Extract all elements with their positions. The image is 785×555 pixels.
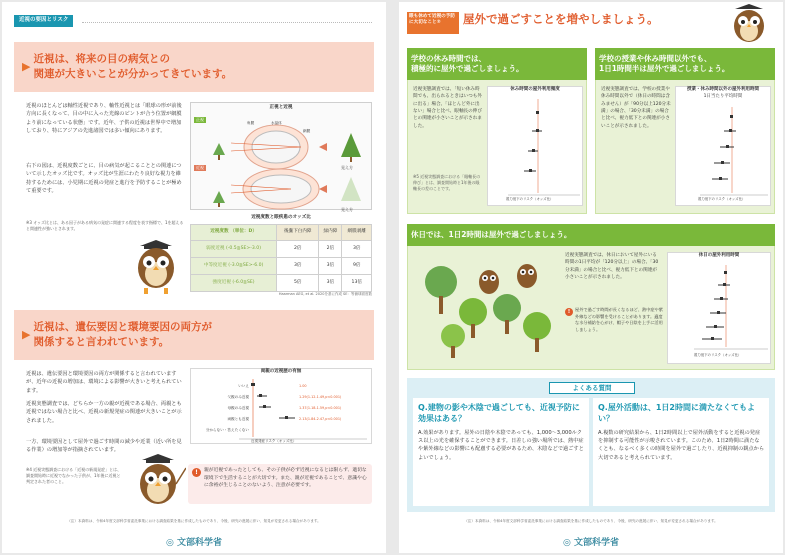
table-cell: 2倍 [319, 241, 342, 258]
paragraph: 近視実態調査では、休日において屋外にいる時間の1日平均が「120分以上」の場合、「30分未満」の場合と比べ、視力低下との関連が小さいことが示されました。 [565, 253, 659, 281]
diagram-title: 正視と近視 [269, 105, 293, 110]
chart-title: 両親の近視歴の有無 [260, 369, 302, 374]
parent-history-chart [190, 368, 372, 444]
chart-values [299, 381, 341, 425]
logo-text: 文部科学省 [573, 537, 619, 548]
title-line: 休日では、1日2時間は屋外で過ごしましょう。 [411, 229, 572, 239]
faq-question: Q.建物の影や木陰で過ごしても、近視予防に効果はある？ [418, 403, 580, 423]
note: ※5 近視実態調査における「眼軸長の伸び」とは、調査開始時と1年後の眼軸長の差のことです。 [413, 174, 481, 191]
right-page [399, 2, 783, 553]
value-label: 1.29(1.12-1.49,p<0.001) [299, 395, 342, 399]
table-cell: 強度近視 (-6.0≧SE) [191, 275, 277, 292]
faq-question: Q.屋外活動は、1日2時間に満たなくてもよい？ [598, 403, 755, 423]
title-line: 学校の休み時間では、 [411, 53, 486, 63]
banner-line: 近視は、遺伝要因と環境要因の両方が [33, 321, 212, 334]
table-cell: 5倍 [277, 275, 319, 292]
faq-answer: A.複数の研究結果から、1日2時間以上で屋外活動をすると近視の発症を抑制する可能性が示唆されています。このため、1日2時間に満たなくとも、なるべく多くの時間を屋外で過ごしたり、近視抑制の観点から大切であると考えられています。 [598, 429, 765, 461]
banner-line: 関係すると言われています。 [33, 336, 170, 348]
owl-note-box [188, 464, 372, 504]
table-cell: 3倍 [277, 258, 319, 275]
footnote: （注）本資料は、令和4年度文部科学省委託事業における調査結果を基に作成したものであり、今後、研究の進展に伴い、知見が変更される場合があります。 [464, 519, 718, 523]
value-label: 1.37(1.18-1.59,p<0.001) [299, 406, 342, 410]
chart-title: 休日の屋外利用時間 [698, 253, 740, 258]
title-line: 学校の授業や休み時間以外でも、 [599, 53, 712, 63]
paragraph: 近視実態調査では、学校の授業や休み時間以外で（休日の時間は含みません）が「90分以上120分未満」の場合、「30分未満」の場合と比べ、視力低下との関連が小さいことが示されました。 [601, 87, 671, 129]
paragraph: 一方、環境要因として屋外で過ごす時間の減少や近業（近い所を見る作業）の増加等が指摘されています。 [26, 439, 182, 454]
owl-pointer-icon [132, 454, 186, 518]
banner-eye-disease [14, 42, 374, 92]
holiday-title [407, 224, 775, 246]
footnote: （注）本資料は、令和4年度文部科学省委託事業における調査結果を基に作成したものであり、今後、研究の進展に伴い、知見が変更される場合があります。 [67, 519, 321, 523]
paragraph: 近視実態調査では、どちらか一方の親が近視である場合、両親とも近視ではない場合と比べ、近視の新規発症の関連が大きいことが示されました。 [26, 401, 182, 424]
alert-icon: ! [192, 468, 201, 477]
table-source: Haarman AEG, et al. 2020を基に作成 SE：等価球面度数 [278, 292, 372, 296]
row-label: 母親のみ近視 [227, 406, 249, 410]
table-cell: 13倍 [342, 275, 372, 292]
table-cell: 中等度近視 (-3.0≧SE>-6.0) [191, 258, 277, 275]
owl-icon [729, 4, 769, 44]
page-title: 屋外で過ごすことを増やしましょう。 [463, 12, 659, 26]
owl-note: 親が近視であったとしても、その子供が必ず近視になるとは限らず、適切な環境下で生活することが大切です。また、親が近視であることで、意識や心に余裕が生じることのないよう、注意が必要です。 [204, 468, 367, 489]
value-label: 1.00 [299, 384, 307, 388]
chart-title: 休み時間の屋外利用頻度 [510, 87, 560, 92]
logo-text: 文部科学省 [176, 537, 222, 548]
banner-line: 関連が大きいことが分かってきています。 [33, 68, 233, 80]
table-cell: 2倍 [277, 241, 319, 258]
footer-logo [2, 537, 386, 550]
table-row [191, 275, 372, 292]
label-view: 見え方 [341, 207, 353, 212]
table-cell: 3倍 [342, 241, 372, 258]
chart-subtitle: 1日当たり平均時間 [703, 93, 743, 99]
chart-row-labels [193, 381, 249, 436]
label-cornea: 角膜 [247, 121, 255, 125]
eye-diagram [190, 102, 372, 210]
faq-item [413, 398, 589, 506]
axis-label: 視力低下のリスク（オッズ比） [694, 353, 742, 357]
alert-text: 屋外で過ごす時間が長くなるほど、熱中症や紫外線などの影響を受けることがあります。適度な水分補給を心がけ、帽子や日陰を上手に活用しましょう。 [575, 307, 663, 333]
label-retina: 網膜 [303, 129, 311, 133]
row-label: 両親とも近視 [227, 417, 249, 421]
section-tag-box: 眼も休めて近視の予防に大切なこと② [407, 12, 459, 34]
row-label: いいえ [238, 384, 249, 388]
paragraph: 右下の図は、近視度数ごとに、目の病気が起こることとの関連について示したオッズ比です。オッズ比が生涯にわたり良好な視力を維持するためには、小児期に近視の発症と進行を予防することが極めて重要です。 [26, 163, 182, 194]
forest-plot [488, 97, 584, 205]
value-label: 2.13(1.84-2.47,p<0.001) [299, 417, 342, 421]
after-school-title [595, 48, 775, 80]
label-lens: 水晶体 [271, 121, 282, 125]
axis-label: 視力低下のリスク（オッズ比） [506, 197, 554, 201]
logo-icon: ◎ [165, 537, 177, 548]
banner-line: 近視は、将来の目の病気との [33, 53, 170, 66]
note: ※4 近視実態調査における「近視の新規発症」とは、調査開始時に近視でなかった子供が、1年後に近視と判定された者のこと。 [26, 467, 122, 484]
table-cell: 9倍 [342, 258, 372, 275]
owl-teacher-icon [130, 240, 182, 296]
label-view: 見え方 [341, 165, 353, 170]
row-label: 分からない・答えたくない [205, 428, 249, 432]
eye-illustration [191, 103, 373, 211]
table-cell: 3倍 [319, 258, 342, 275]
paragraph: 近視実態調査では、「短い休み時間でも、出られるときはいつも外に出る」場合、「ほとんど外に出ない」場合と比べ、眼軸長の伸びとの関連が小さいことが示されました。 [413, 87, 482, 129]
row-label: 父親のみ近視 [227, 395, 249, 399]
banner-genetic-environment [14, 310, 374, 360]
odds-table [190, 224, 372, 292]
note: ※3 オッズ比とは、ある因子がある病気の発症に関連する程度を表す指標で、1を超えると関連性が強いとされます。 [26, 220, 184, 231]
table-title: 近視度数と眼疾患のオッズ比 [251, 215, 311, 220]
table-cell: 弱度近視 (-0.5≧SE>-3.0) [191, 241, 277, 258]
table-row [191, 241, 372, 258]
section-tag: 近視の要因とリスク [14, 15, 73, 27]
forest-plot [676, 105, 772, 205]
faq-heading: よくある質問 [549, 382, 635, 394]
title-line: 1日1時間半は屋外で過ごしましょう。 [599, 64, 730, 73]
alert-icon: ! [565, 308, 573, 316]
label-myopia: 近視 [196, 165, 204, 170]
triangle-icon: ▶ [22, 60, 31, 74]
title-line: 積極的に屋外で過ごしましょう。 [411, 64, 524, 73]
footer-logo [399, 537, 783, 550]
after-school-chart [675, 86, 771, 206]
table-header: 緑内障 [319, 225, 342, 241]
table-header: 後嚢下白内障 [277, 225, 319, 241]
faq-item [593, 398, 769, 506]
table-header: 近視度数 （単位：D） [191, 225, 277, 241]
logo-icon: ◎ [562, 537, 574, 548]
axis-label: 近視発症リスク（オッズ比） [251, 439, 297, 443]
forest-plot [668, 263, 772, 359]
table-cell: 3倍 [319, 275, 342, 292]
recess-chart [487, 86, 583, 206]
axis-label: 視力低下のリスク（オッズ比） [698, 197, 746, 201]
left-page [2, 2, 386, 553]
label-normal: 正視 [196, 117, 204, 122]
chart-title: 授業・休み時間以外の屋外利用時間 [687, 87, 759, 92]
divider [82, 22, 372, 23]
paragraph: 近視は、遺伝要因と環境要因の両方が関係すると言われていますが、近年の近視の増加は、環境による影響が大きいと考えられています。 [26, 371, 182, 394]
holiday-chart [667, 252, 771, 364]
paragraph: 近視のほとんどは軸性近視であり、軸性近視とは「眼球の形が前後方向に長くなって、目の中に入った光線のピントが合う位置が網膜より前になっている状態」です。近年、子供の近視は世界中で増加しており、特にアジアの先進諸国では多い傾向にあります。 [26, 103, 182, 134]
faq-answer: A.効果があります。屋外の日陰や木陰であっても、1,000〜3,000ルクス以上の光を確保することができます。日差しの強い場所では、熱中症や紫外線などの影響にも配慮する必要があるため、木陰などで過ごすとよいでしょう。 [418, 429, 584, 461]
triangle-icon: ▶ [22, 328, 31, 342]
table-row [191, 258, 372, 275]
trees-illustration [419, 252, 559, 364]
recess-title [407, 48, 587, 80]
table-header: 網膜剥離 [342, 225, 372, 241]
